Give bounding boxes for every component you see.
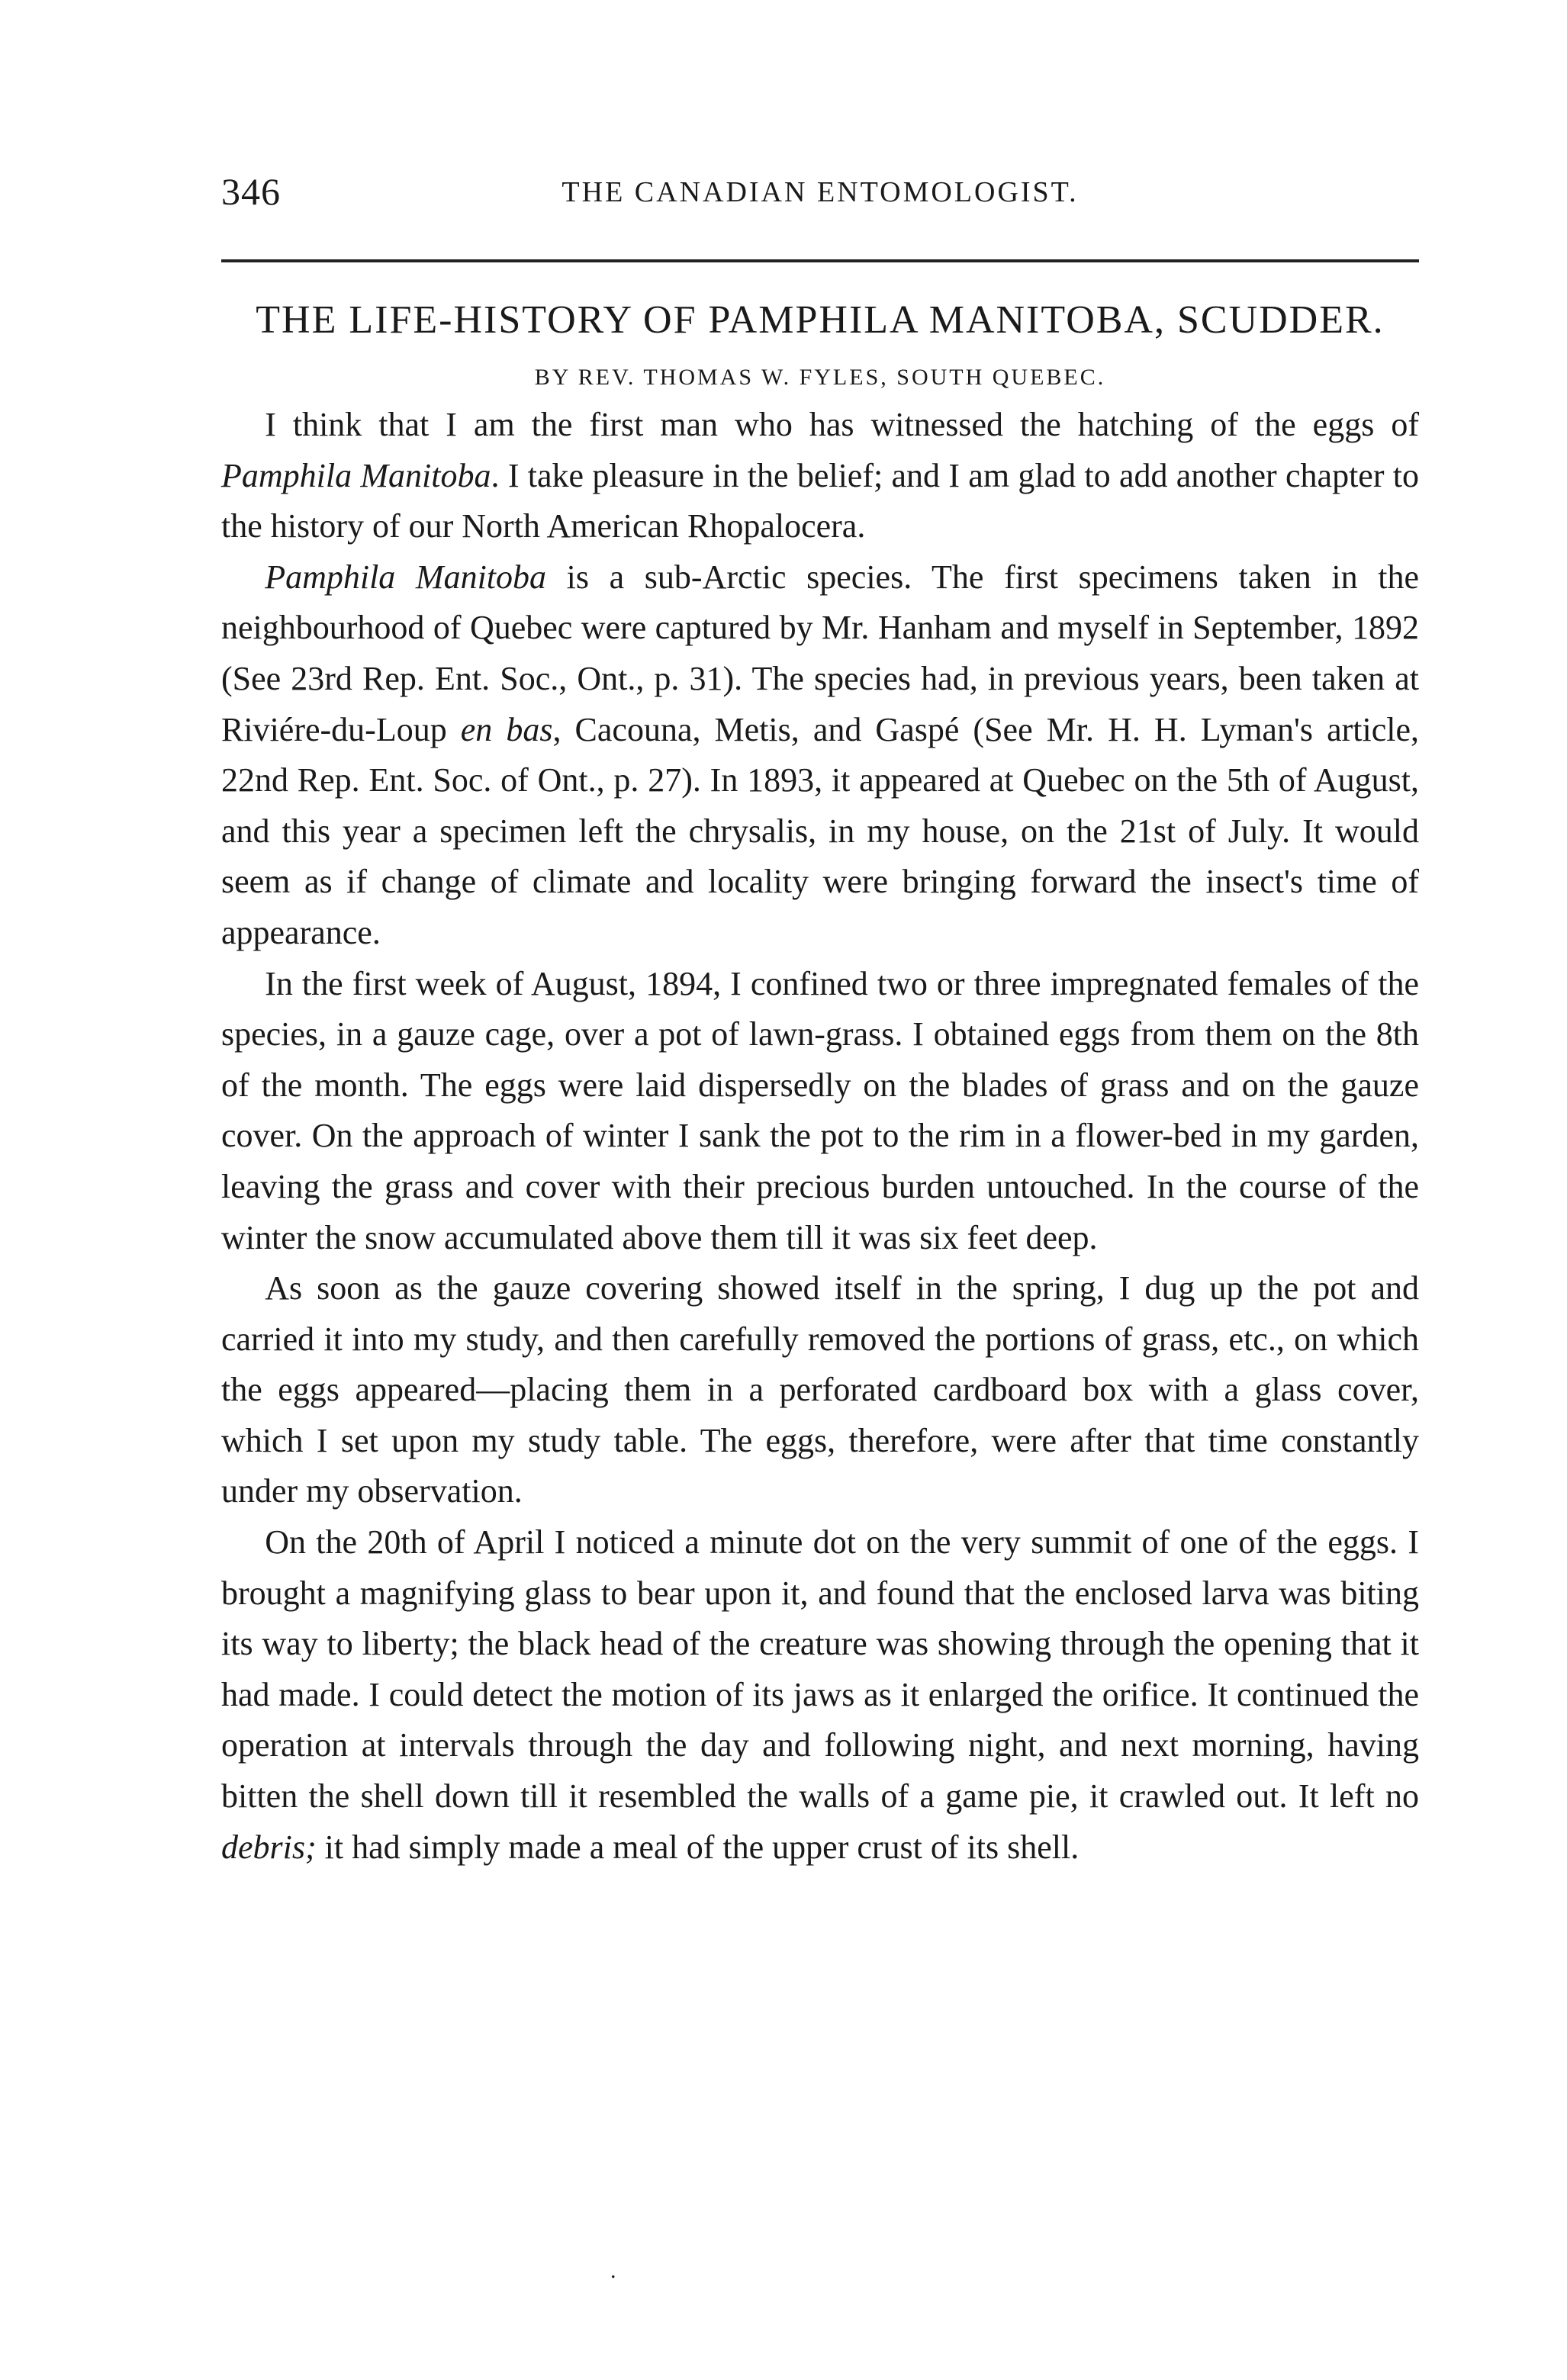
text-run: is a sub-Arctic species. The first specimens taken in the neighbourhood of Quebec were captured by Mr. Hanham and myself in September, 1892 (See 23rd Rep. Ent. Soc., Ont., p. 31). The species had, in previous years, been taken at Riviére-du-Loup xyxy=(221,558,1420,748)
header-rule xyxy=(221,259,1419,262)
body-paragraph xyxy=(221,1517,1419,1873)
text-run: . I take pleasure in the belief; and I am glad to add another chapter to the history of our North American Rhopalocera. xyxy=(221,456,1419,545)
text-run: As soon as the gauze covering showed itself in the spring, I dug up the pot and carried it into my study, and then carefully removed the portions of grass, etc., on which the eggs appeared—placing them in a perforated cardboard box with a glass cover, which I set upon my study table. The eggs, therefore, were after that time constantly under my observation. xyxy=(221,1269,1419,1510)
text-run: , Cacouna, Metis, and Gaspé (See Mr. H. H. Lyman's article, 22nd Rep. Ent. Soc. of Ont., p. 27). In 1893, it appeared at Quebec on the 5th of August, and this year a specimen left the chrysalis, in my house, on the 21st of July. It would seem as if change of climate and locality were bringing forward the insect's time of appearance. xyxy=(221,710,1419,951)
text-run: I think that I am the first man who has witnessed the hatching of the eggs of xyxy=(265,406,1419,443)
article-byline: BY REV. THOMAS W. FYLES, SOUTH QUEBEC. xyxy=(534,365,1106,390)
italic-text: Pamphila Manitoba xyxy=(265,558,547,596)
article-title: THE LIFE-HISTORY OF PAMPHILA MANITOBA, SCUDDER. xyxy=(256,298,1385,342)
italic-text: Pamphila Manitoba xyxy=(221,456,491,494)
journal-title: THE CANADIAN ENTOMOLOGIST. xyxy=(561,176,1079,208)
text-run: In the first week of August, 1894, I confined two or three impregnated females of the species, in a gauze cage, over a pot of lawn-grass. I obtained eggs from them on the 8th of the month. The eggs were laid dispersedly on the blades of grass and on the gauze cover. On the approach of winter I sank the pot to the rim in a flower-bed in my garden, leaving the grass and cover with their precious burden untouched. In the course of the winter the snow accumulated above them till it was six feet deep. xyxy=(221,964,1419,1256)
italic-text: en bas xyxy=(460,710,553,748)
text-run: On the 20th of April I noticed a minute dot on the very summit of one of the eggs. I brought a magnifying glass to bear upon it, and found that the enclosed larva was biting its way to liberty; the black head of the creature was showing through the opening that it had made. I could detect the motion of its jaws as it enlarged the orifice. It continued the operation at intervals through the day and following night, and next morning, having bitten the shell down till it resembled the walls of a game pie, it crawled out. It left no xyxy=(221,1523,1419,1816)
body-paragraph xyxy=(221,552,1419,959)
body-paragraph xyxy=(221,959,1419,1264)
italic-text: debris; xyxy=(221,1828,317,1866)
running-head xyxy=(221,169,1419,223)
article-body xyxy=(221,400,1419,1873)
body-paragraph xyxy=(221,400,1419,552)
footer-mark: . xyxy=(610,2258,616,2283)
page-number: 346 xyxy=(221,170,281,213)
text-run: it had simply made a meal of the upper crust of its shell. xyxy=(316,1828,1080,1866)
body-paragraph xyxy=(221,1263,1419,1517)
